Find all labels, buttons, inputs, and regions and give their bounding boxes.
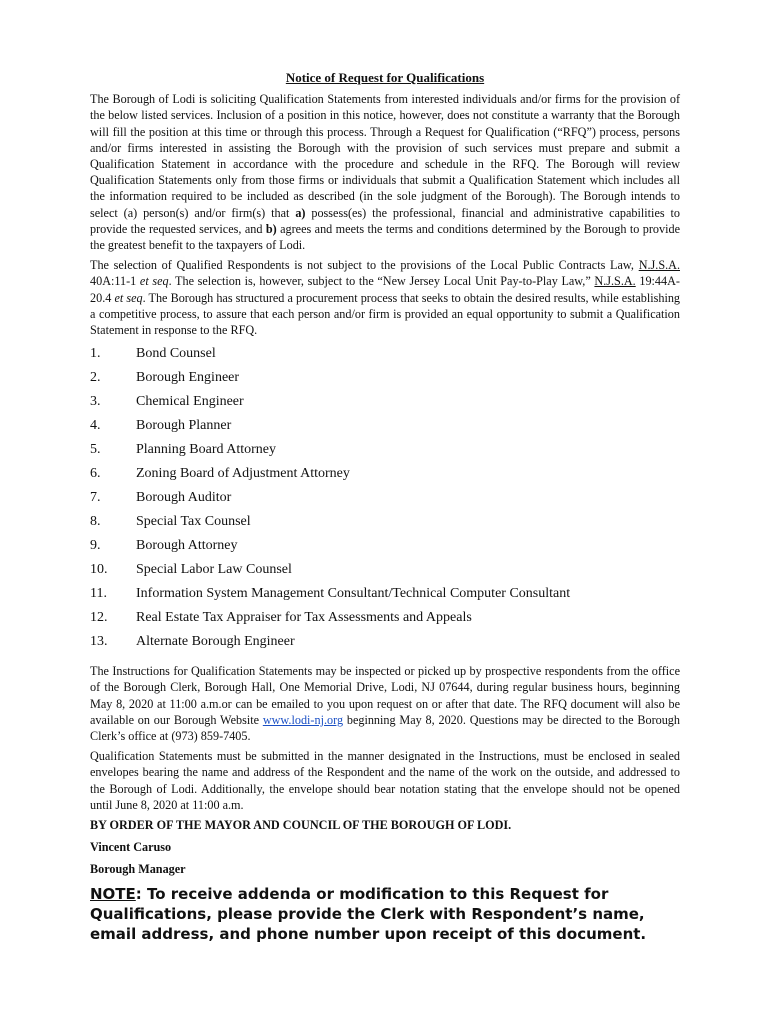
service-item	[90, 390, 680, 414]
service-label: Borough Planner	[136, 418, 232, 434]
service-item	[90, 534, 680, 558]
service-label: Special Labor Law Counsel	[136, 562, 292, 578]
page-title: Notice of Request for Qualifications	[285, 70, 485, 85]
service-number: 8.	[90, 514, 101, 530]
services-list	[90, 342, 680, 654]
service-item	[90, 582, 680, 606]
service-number: 1.	[90, 346, 101, 362]
service-item	[90, 606, 680, 630]
service-label: Information System Management Consultant/Technical Computer Consultant	[136, 586, 571, 602]
service-label: Chemical Engineer	[136, 394, 244, 410]
service-label: Borough Auditor	[136, 490, 232, 506]
service-label: Bond Counsel	[136, 346, 216, 362]
service-label: Borough Engineer	[136, 370, 240, 386]
service-label: Borough Attorney	[136, 538, 238, 554]
signer-name: Vincent Caruso	[90, 840, 172, 855]
note-block: NOTE: To receive addenda or modification to this Request for Qualifications, please provide the Clerk with Respondent’s name, email address, and phone number upon receipt of this document.	[90, 884, 647, 943]
service-item	[90, 558, 680, 582]
order-statement: BY ORDER OF THE MAYOR AND COUNCIL OF THE BOROUGH OF LODI.	[90, 818, 512, 833]
service-number: 7.	[90, 490, 101, 506]
service-number: 12.	[90, 610, 108, 626]
service-number: 6.	[90, 466, 101, 482]
service-item	[90, 462, 680, 486]
service-item	[90, 486, 680, 510]
signer-title: Borough Manager	[90, 862, 186, 877]
service-number: 4.	[90, 418, 101, 434]
intro-paragraph: The Borough of Lodi is soliciting Qualification Statements from interested individuals and/or firms for the provision of the below listed services. Inclusion of a position in this notice, however, does not constitute a warranty that the Borough will fill the position at this time or through this process. Through a Request for Qualification (“RFQ”) process, persons and/or firms interested in assisting the Borough with the provision of such services must prepare and submit a Qualification Statement in accordance with the procedure and schedule in the RFQ. The Borough will review Qualification Statements only from those firms or individuals that submit a Qualification Statement which includes all the information required to be included as described (in the sole judgment of the Borough). The Borough intends to select (a) person(s) and/or firm(s) that a) possess(es) the professional, financial and administrative capabilities to provide the requested services, and b) agrees and meets the terms and conditions determined by the Borough to provide the greatest benefit to the taxpayers of Lodi.	[90, 92, 680, 253]
service-label: Zoning Board of Adjustment Attorney	[136, 466, 350, 482]
service-item	[90, 366, 680, 390]
service-item	[90, 438, 680, 462]
service-number: 13.	[90, 634, 108, 650]
service-item	[90, 630, 680, 654]
document-page	[90, 70, 680, 944]
borough-website-link[interactable]: www.lodi-nj.org	[262, 712, 344, 727]
service-label: Planning Board Attorney	[136, 442, 276, 458]
service-number: 3.	[90, 394, 101, 410]
service-label: Special Tax Counsel	[136, 514, 251, 530]
submission-paragraph: Qualification Statements must be submitted in the manner designated in the Instructions, must be enclosed in sealed envelopes bearing the name and address of the Respondent and the name of the work on the outside, and addressed to the Borough of Lodi. Additionally, the envelope should bear notation stating that the envelope should not be opened until June 8, 2020 at 11:00 a.m.	[90, 749, 680, 812]
service-label: Real Estate Tax Appraiser for Tax Assessments and Appeals	[136, 610, 472, 626]
service-number: 2.	[90, 370, 101, 386]
service-number: 11.	[90, 586, 107, 602]
service-number: 5.	[90, 442, 101, 458]
instructions-paragraph: The Instructions for Qualification Statements may be inspected or picked up by prospective respondents from the office of the Borough Clerk, Borough Hall, One Memorial Drive, Lodi, NJ 07644, during regular business hours, beginning May 8, 2020 at 11:00 a.m.or can be emailed to you upon request on or after that date. The RFQ document will also be available on our Borough Website www.lodi-nj.org beginning May 8, 2020. Questions may be directed to the Borough Clerk’s office at (973) 859-7405.	[90, 664, 680, 744]
service-number: 9.	[90, 538, 101, 554]
service-item	[90, 510, 680, 534]
service-label: Alternate Borough Engineer	[136, 634, 295, 650]
service-number: 10.	[90, 562, 108, 578]
selection-paragraph: The selection of Qualified Respondents is not subject to the provisions of the Local Public Contracts Law, N.J.S.A. 40A:11-1 et seq. The selection is, however, subject to the “New Jersey Local Unit Pay-to-Play Law,” N.J.S.A. 19:44A-20.4 et seq. The Borough has structured a procurement process that seeks to obtain the desired results, while establishing a competitive process, to assure that each person and/or firm is provided an equal opportunity to submit a Qualification Statement in response to the RFQ.	[90, 258, 681, 338]
service-item	[90, 342, 680, 366]
service-item	[90, 414, 680, 438]
